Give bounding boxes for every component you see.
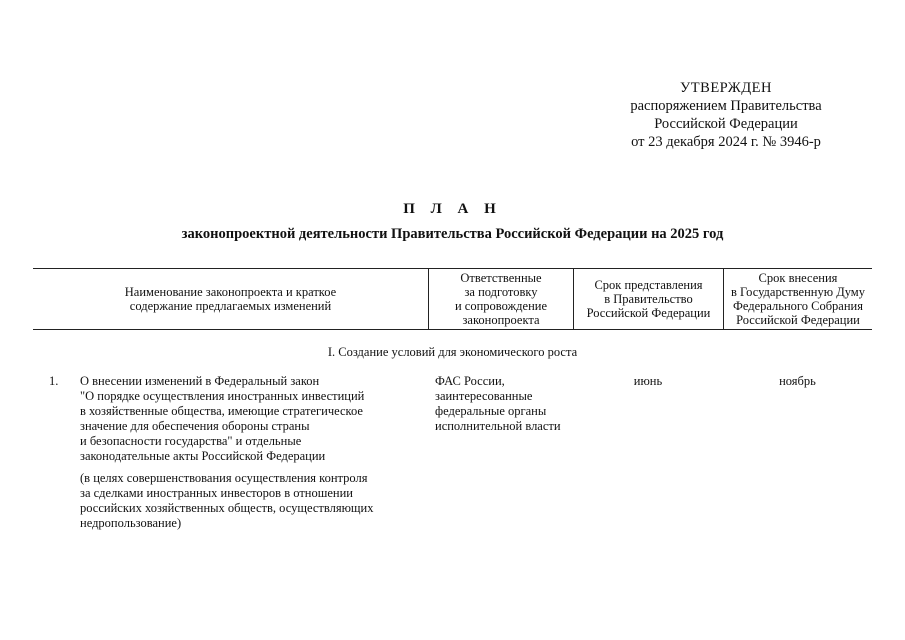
header-label-term-government: Срок представления в Правительство Российской Федерации — [586, 278, 711, 320]
header-label-responsible: Ответственные за подготовку и сопровождение законопроекта — [454, 271, 548, 327]
header-label-name: Наименование законопроекта и краткое содержание предлагаемых изменений — [124, 285, 337, 313]
row-term-government: июнь — [633, 374, 663, 388]
row-responsible: ФАС России, заинтересованные федеральные органы исполнительной власти — [435, 374, 561, 433]
header-cell-responsible — [428, 269, 573, 329]
row-number: 1. — [49, 374, 59, 388]
approval-block — [596, 79, 856, 151]
approval-line-3: от 23 декабря 2024 г. № 3946-р — [631, 134, 821, 150]
table-header — [33, 268, 872, 330]
row-term-duma: ноябрь — [779, 374, 816, 388]
header-cell-term-duma — [723, 269, 872, 329]
approval-title: УТВЕРЖДЕН — [680, 80, 772, 96]
header-cell-term-government — [573, 269, 723, 329]
row-bill-note: (в целях совершенствования осуществления контроля за сделками иностранных инвесторов в отношении российских хозяйственных обществ, осуществляющих недропользование) — [80, 471, 374, 530]
approval-line-2: Российской Федерации — [654, 116, 798, 132]
plan-title: П Л А Н — [403, 201, 502, 217]
plan-subtitle: законопроектной деятельности Правительства Российской Федерации на 2025 год — [181, 226, 724, 242]
row-bill-name: О внесении изменений в Федеральный закон "О порядке осуществления иностранных инвестиций в хозяйственные общества, имеющие стратегическое значение для обеспечения обороны страны и безопасности государства" и отдельные законодательные акты Российской Федерации — [80, 374, 365, 463]
header-label-term-duma: Срок внесения в Государственную Думу Федерального Собрания Российской Федерации — [731, 271, 865, 327]
approval-line-1: распоряжением Правительства — [630, 98, 822, 114]
section-heading: I. Создание условий для экономического роста — [327, 345, 578, 359]
header-cell-name — [33, 269, 428, 329]
